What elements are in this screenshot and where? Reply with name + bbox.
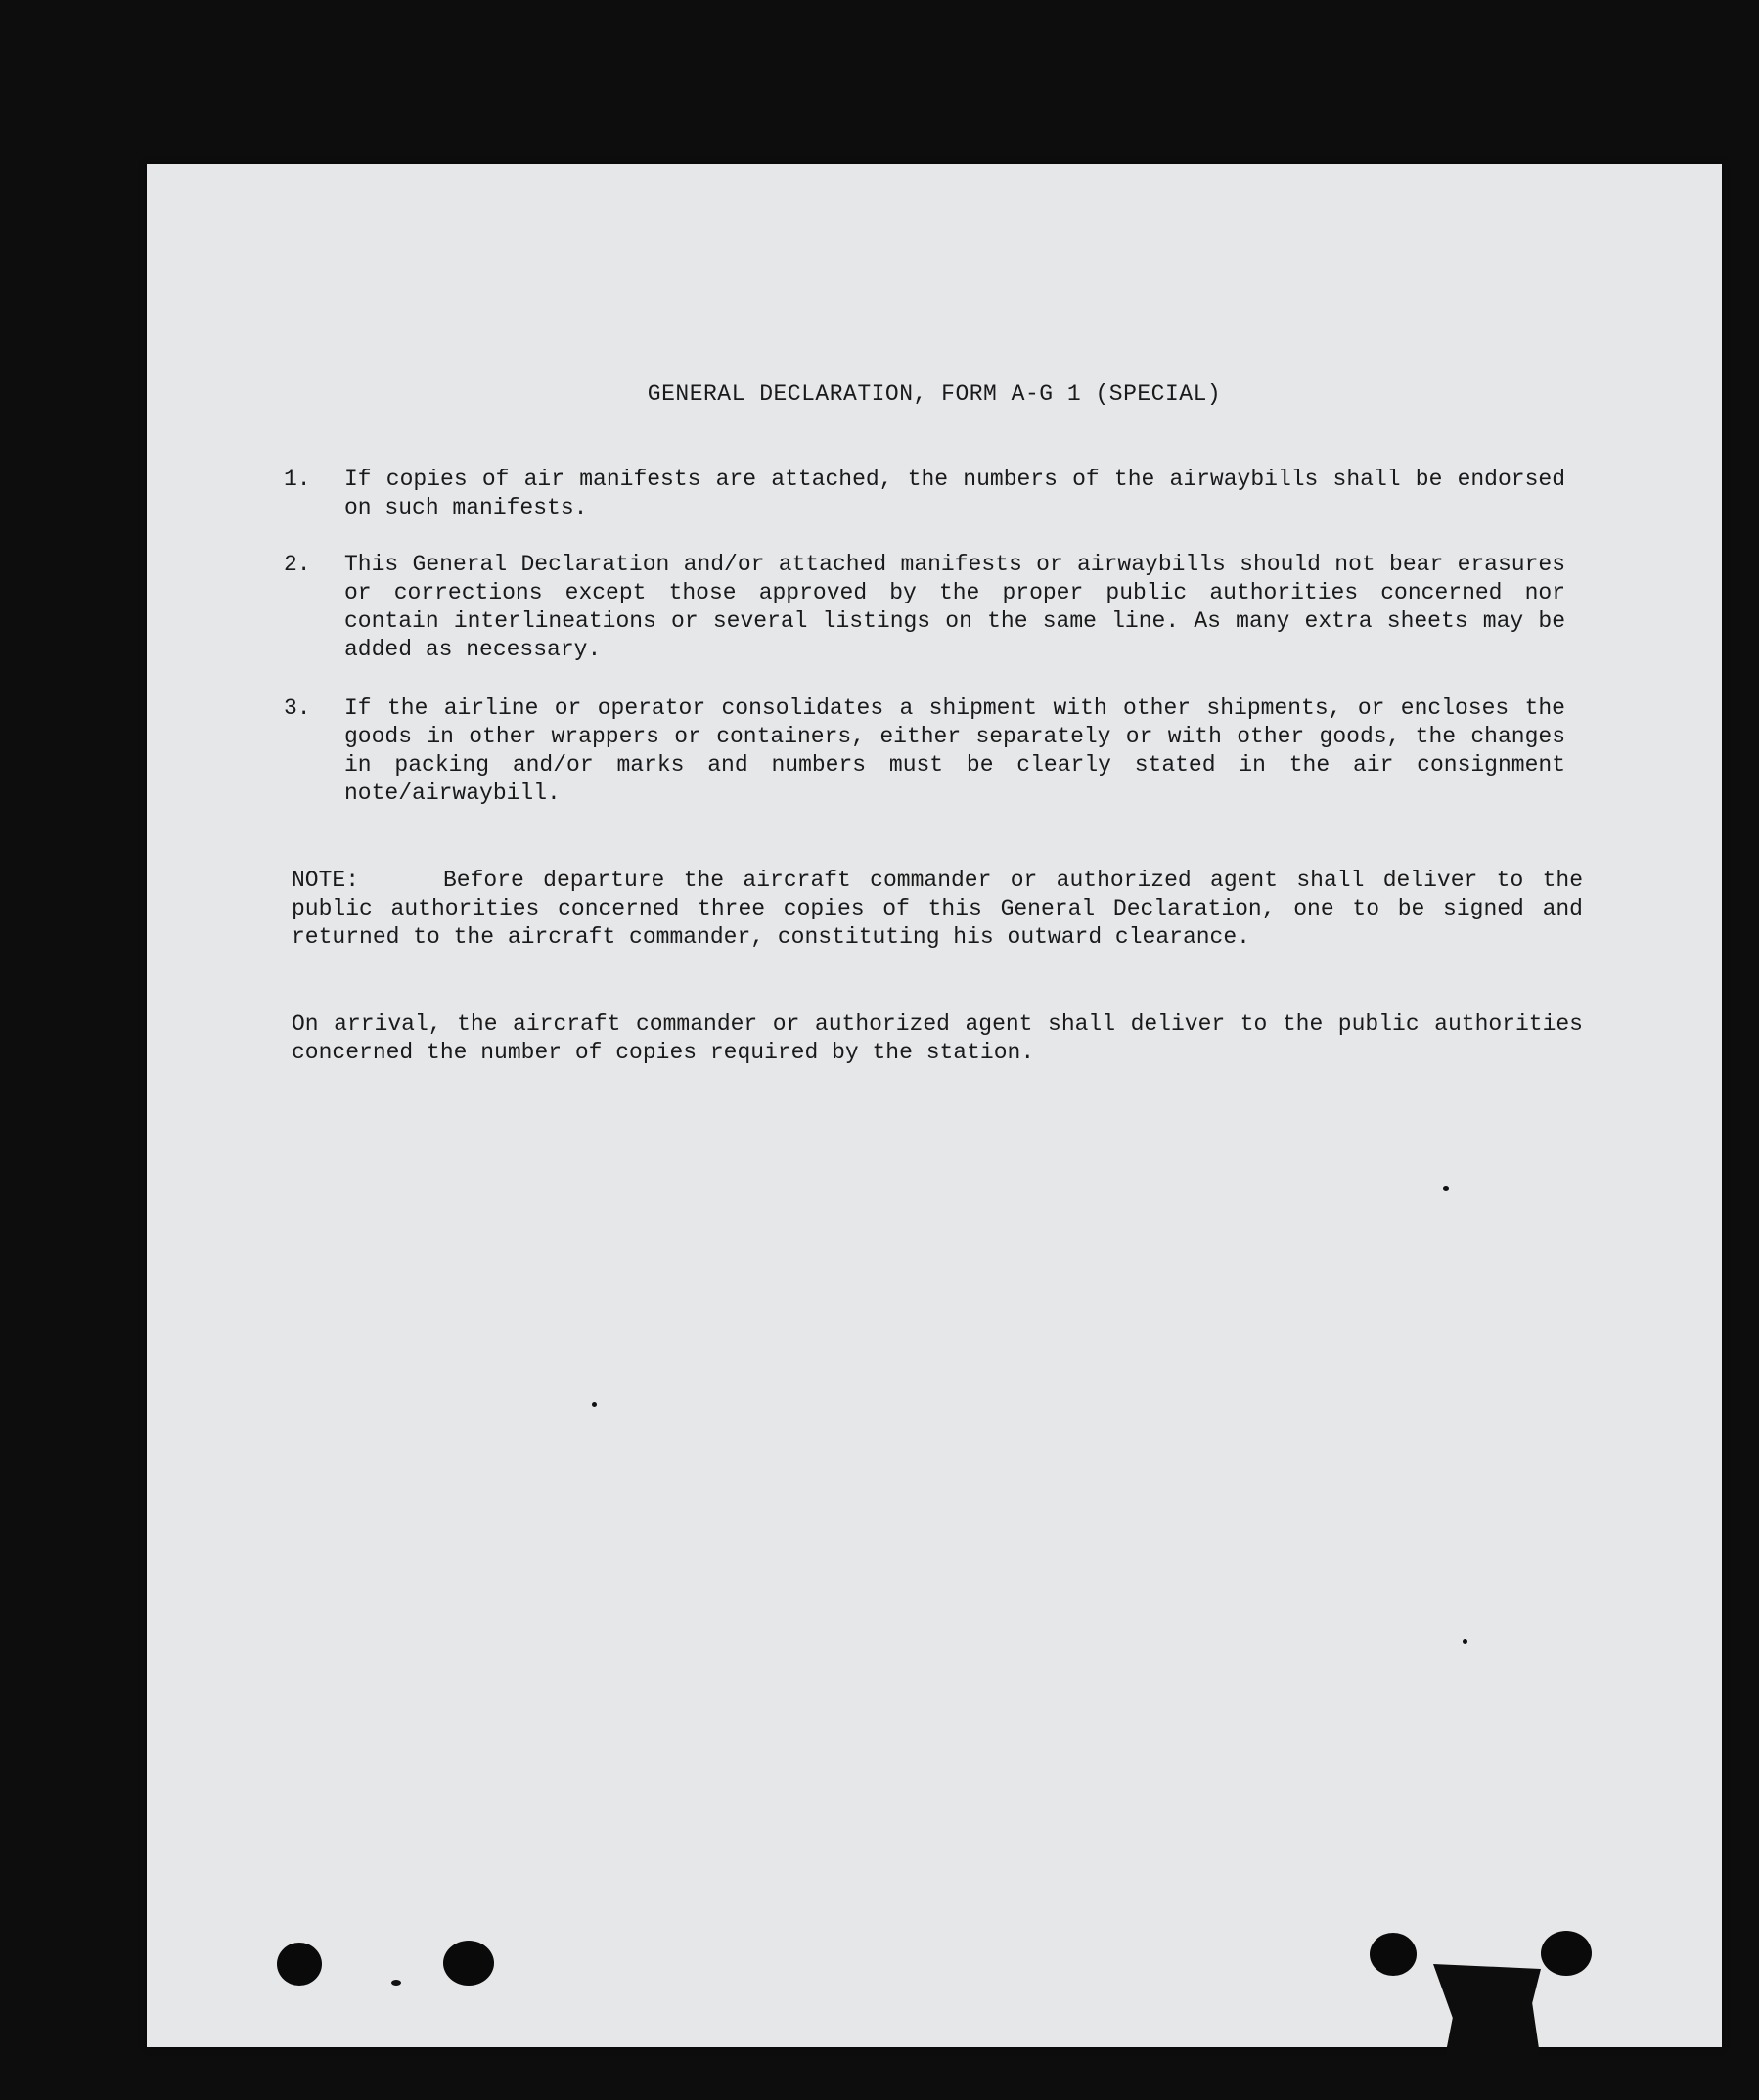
punch-hole xyxy=(277,1943,322,1986)
torn-corner xyxy=(1433,1964,1541,2062)
speck xyxy=(391,1980,401,1986)
speck xyxy=(592,1402,597,1407)
note-text: Before departure the aircraft commander or authorized agent shall deliver to the public authorities concerned three copies of this General Declaration, one to be signed and returned to the aircraft commander, constituting his outward clearance. xyxy=(292,868,1583,950)
speck xyxy=(1443,1186,1449,1191)
punch-hole xyxy=(1370,1933,1417,1976)
document-page xyxy=(147,164,1722,2047)
note-label: NOTE: xyxy=(292,868,360,893)
note-paragraph xyxy=(292,867,1583,952)
item-number: 3. xyxy=(284,695,311,721)
instruction-item-2 xyxy=(284,551,1565,664)
arrival-paragraph: On arrival, the aircraft commander or authorized agent shall deliver to the public authorities concerned the number of copies required by the station. xyxy=(292,1011,1583,1065)
punch-hole xyxy=(443,1941,494,1986)
item-text: This General Declaration and/or attached manifests or airwaybills should not bear erasures or corrections except those approved by the proper public authorities concerned nor contain interlineations or several listings on the same line. As many extra sheets may be added as necessary. xyxy=(344,552,1565,662)
item-number: 1. xyxy=(284,467,311,492)
item-text: If copies of air manifests are attached, the numbers of the airwaybills shall be endorsed on such manifests. xyxy=(344,467,1565,520)
punch-hole xyxy=(1541,1931,1592,1976)
speck xyxy=(1463,1639,1467,1644)
item-text: If the airline or operator consolidates a shipment with other shipments, or encloses the goods in other wrappers or containers, either separately or with other goods, the changes in packing and/or marks and numbers must be clearly stated in the air consignment note/airwaybill. xyxy=(344,695,1565,806)
document-title: GENERAL DECLARATION, FORM A-G 1 (SPECIAL) xyxy=(647,381,1222,407)
instruction-item-1 xyxy=(284,466,1565,522)
instruction-item-3 xyxy=(284,694,1565,808)
item-number: 2. xyxy=(284,552,311,577)
